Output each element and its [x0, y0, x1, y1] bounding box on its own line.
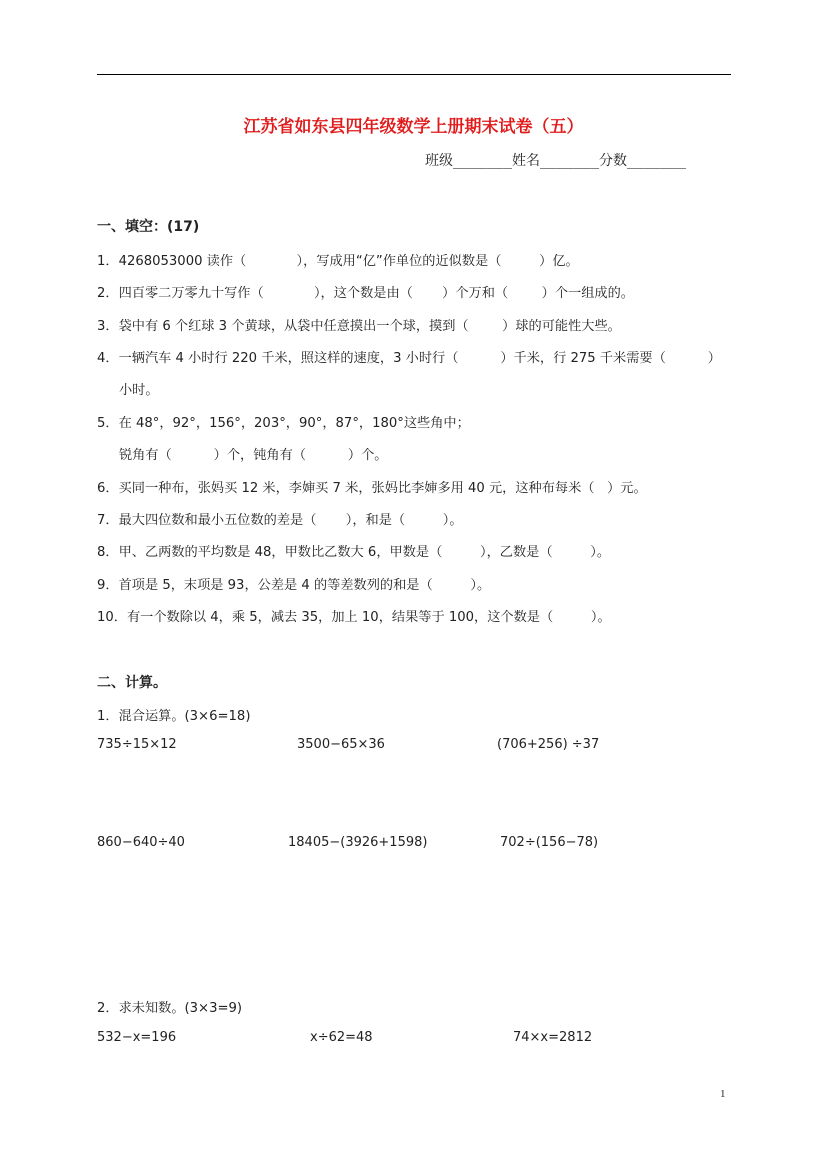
- question-8: 8．甲、乙两数的平均数是 48，甲数比乙数大 6，甲数是（ ），乙数是（ ）。: [97, 545, 611, 560]
- question-5-continuation: 锐角有（ ）个，钝角有（ ）个。: [119, 448, 388, 463]
- question-3: 3．袋中有 6 个红球 3 个黄球，从袋中任意摸出一个球，摸到（ ）球的可能性大些。: [97, 319, 621, 334]
- calc-item: 18405−(3926+1598): [288, 835, 428, 850]
- question-4-continuation: 小时。: [119, 383, 159, 398]
- section-2-heading: 二、计算。: [97, 675, 167, 691]
- question-6: 6．买同一种布，张妈买 12 米，李婶买 7 米，张妈比李婶多用 40 元，这种布每米（ ）元。: [97, 481, 647, 496]
- question-10: 10．有一个数除以 4，乘 5，减去 35，加上 10，结果等于 100，这个数是（ ）。: [97, 610, 611, 625]
- section-1-heading: 一、填空：(17): [97, 219, 200, 235]
- student-info-line: 班级_______姓名_______分数_______: [425, 153, 687, 169]
- calc-item: 3500−65×36: [297, 737, 385, 752]
- equation-item: 74×x=2812: [513, 1030, 593, 1045]
- question-4: 4．一辆汽车 4 小时行 220 千米，照这样的速度，3 小时行（ ）千米，行 275 千米需要（ ）: [97, 351, 721, 366]
- part-2-label: 2．求未知数。(3×3=9): [97, 1001, 243, 1016]
- equation-item: x÷62=48: [310, 1030, 373, 1045]
- calc-item: 702÷(156−78): [500, 835, 599, 850]
- part-1-label: 1．混合运算。(3×6=18): [97, 709, 251, 724]
- page-number: 1: [720, 1088, 726, 1100]
- question-7: 7．最大四位数和最小五位数的差是（ ），和是（ ）。: [97, 513, 463, 528]
- question-9: 9．首项是 5，末项是 93，公差是 4 的等差数列的和是（ ）。: [97, 578, 491, 593]
- calc-item: 735÷15×12: [97, 737, 177, 752]
- question-1: 1．4268053000 读作（ ），写成用“亿”作单位的近似数是（ ）亿。: [97, 254, 579, 269]
- header-rule: [97, 74, 731, 75]
- calc-item: (706+256) ÷37: [497, 737, 600, 752]
- equation-item: 532−x=196: [97, 1030, 177, 1045]
- question-5: 5．在 48°，92°，156°，203°，90°，87°，180°这些角中；: [97, 416, 470, 431]
- page-title: 江苏省如东县四年级数学上册期末试卷（五）: [243, 117, 584, 137]
- calc-item: 860−640÷40: [97, 835, 185, 850]
- question-2: 2．四百零二万零九十写作（ ），这个数是由（ ）个万和（ ）个一组成的。: [97, 286, 634, 301]
